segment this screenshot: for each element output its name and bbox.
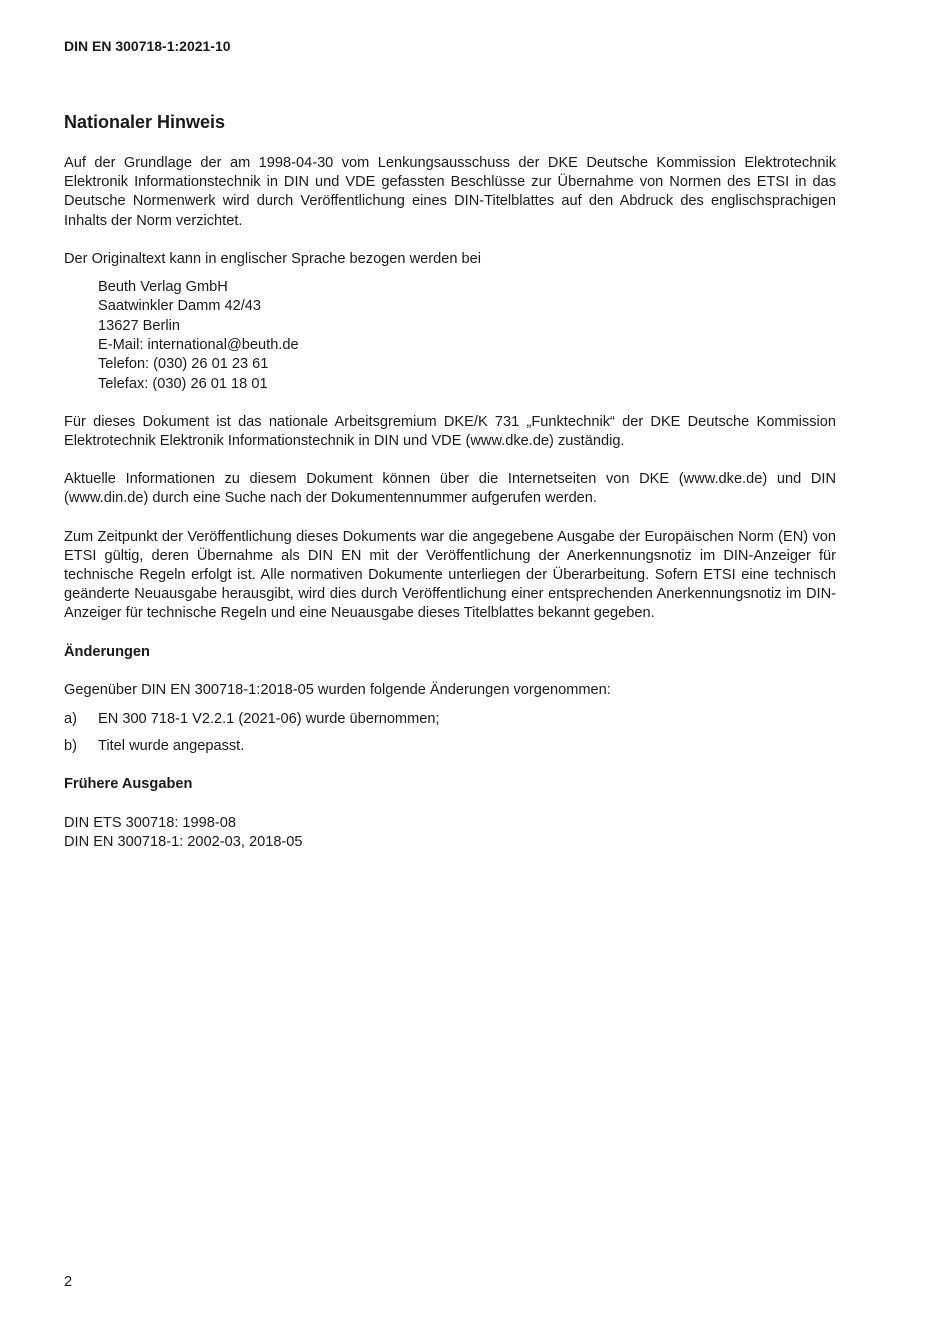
- changes-intro: Gegenüber DIN EN 300718-1:2018-05 wurden folgende Änderungen vorgenommen:: [64, 681, 611, 698]
- section-title: Nationaler Hinweis: [64, 112, 226, 132]
- document-body: [64, 154, 836, 852]
- page-number: 2: [64, 1274, 73, 1290]
- address-fax: Telefax: (030) 26 01 18 01: [98, 375, 268, 392]
- address-email: E-Mail: international@beuth.de: [98, 336, 299, 353]
- previous-editions-list: [64, 814, 836, 853]
- address-line: Beuth Verlag GmbH: [98, 279, 228, 296]
- list-text: EN 300 718-1 V2.2.1 (2021-06) wurde übernommen;: [98, 711, 440, 728]
- paragraph-original-text: Der Originaltext kann in englischer Sprache bezogen werden bei: [64, 250, 481, 267]
- document-id-header: DIN EN 300718-1:2021-10: [64, 38, 231, 54]
- edition-line: DIN ETS 300718: 1998-08: [64, 814, 236, 831]
- address-line: 13627 Berlin: [98, 317, 180, 334]
- list-text: Titel wurde angepasst.: [98, 738, 245, 755]
- list-marker: a): [64, 711, 77, 728]
- edition-line: DIN EN 300718-1: 2002-03, 2018-05: [64, 833, 303, 850]
- list-item: [64, 737, 836, 756]
- paragraph-current-info: Aktuelle Informationen zu diesem Dokument können über die Internetseiten von DKE (www.dke.de) und DIN (www.din.de) durch eine Suche nach der Dokumentennummer aufgerufen werden.: [64, 471, 836, 507]
- previous-editions-heading: Frühere Ausgaben: [64, 776, 193, 793]
- address-phone: Telefon: (030) 26 01 23 61: [98, 356, 269, 373]
- paragraph-validity: Zum Zeitpunkt der Veröffentlichung dieses Dokuments war die angegebene Ausgabe der Europäischen Norm (EN) von ETSI gültig, deren Übernahme als DIN EN mit der Veröffentlichung der Anerkennungsnotiz im DIN-Anzeiger für technische Regeln erfolgt ist. Alle normativen Dokumente unterliegen der Überarbeitung. Sofern ETSI eine technisch geänderte Neuausgabe herausgibt, wird dies durch Veröffentlichung einer entsprechenden Anerkennungsnotiz im DIN-Anzeiger für technische Regeln und eine Neuausgabe dieses Titelblattes bekannt gegeben.: [64, 528, 836, 622]
- paragraph-committee: Für dieses Dokument ist das nationale Arbeitsgremium DKE/K 731 „Funktechnik“ der DKE Deutsche Kommission Elektrotechnik Elektronik Informationstechnik in DIN und VDE (www.dke.de) zuständig.: [64, 413, 836, 449]
- changes-heading: Änderungen: [64, 643, 150, 660]
- list-marker: b): [64, 738, 77, 755]
- publisher-address: [64, 278, 836, 394]
- paragraph-basis: Auf der Grundlage der am 1998-04-30 vom Lenkungsausschuss der DKE Deutsche Kommission Elektrotechnik Elektronik Informationstechnik in DIN und VDE gefassten Beschlüsse zur Übernahme von Normen des ETSI in das Deutsche Normenwerk wird durch Veröffentlichung eines DIN-Titelblattes auf den Abdruck des englischsprachigen Inhalts der Norm verzichtet.: [64, 155, 836, 229]
- address-line: Saatwinkler Damm 42/43: [98, 298, 262, 315]
- list-item: [64, 710, 836, 729]
